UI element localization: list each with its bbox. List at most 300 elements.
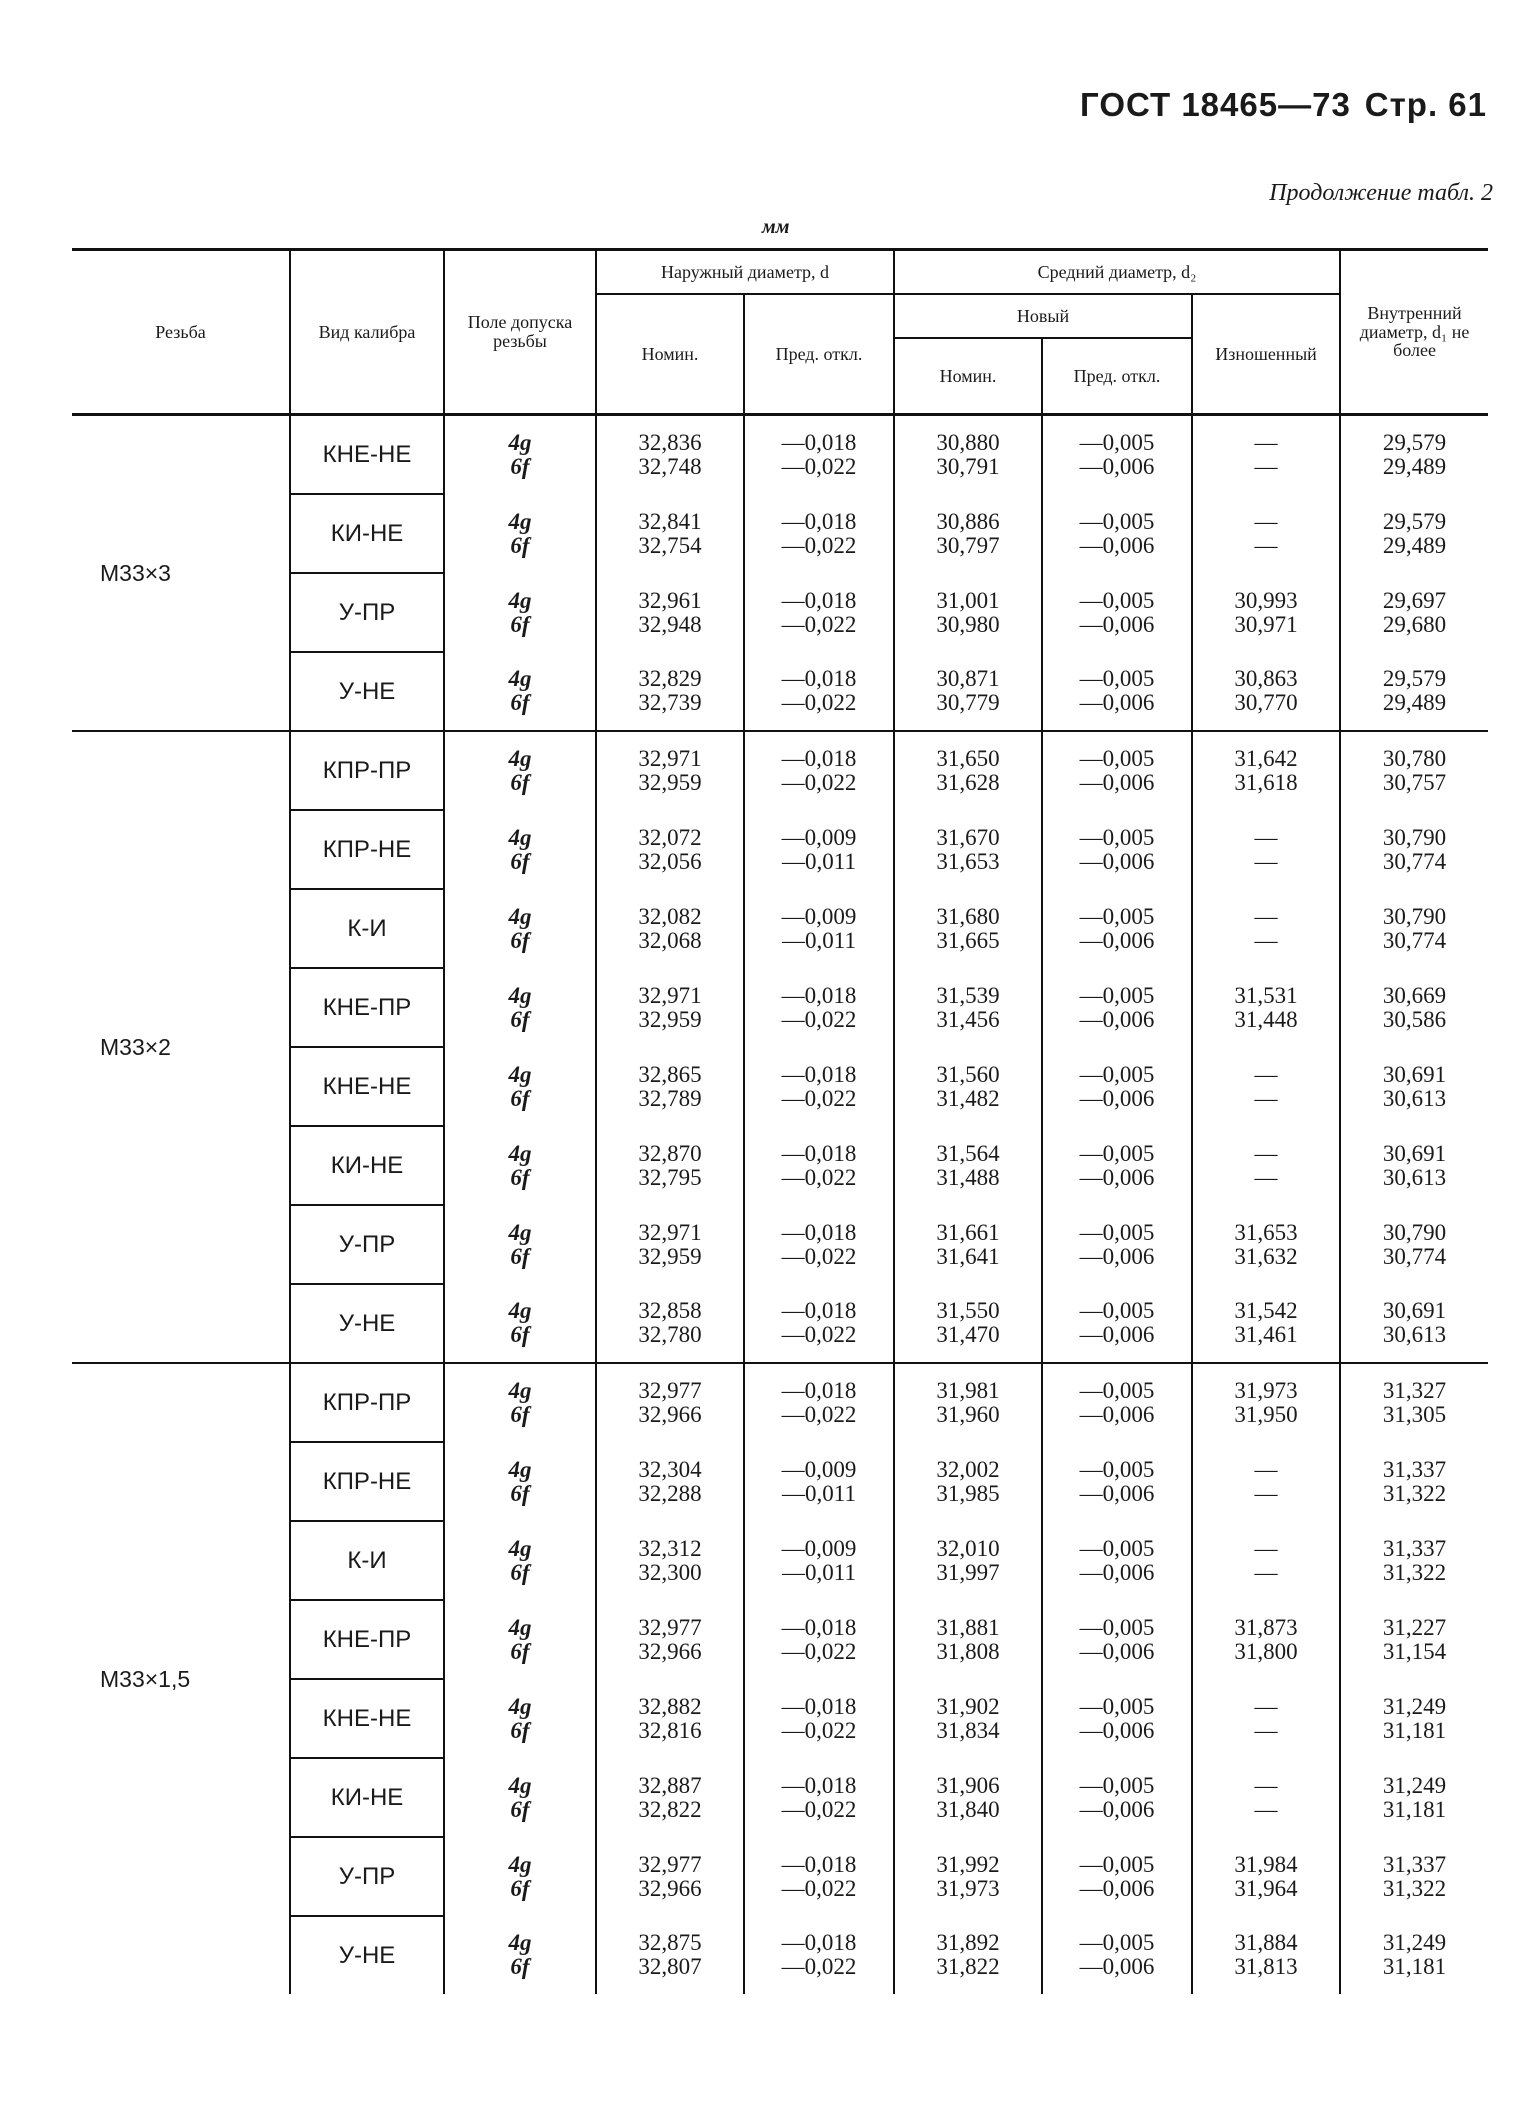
outer-nominal-value: 32,841 [638, 508, 702, 534]
mid-nominal-cell [894, 494, 1042, 573]
outer-nominal-cell [596, 1521, 744, 1600]
tolerance-value: 4g [508, 746, 532, 771]
tolerance-value: 4g [508, 1693, 532, 1719]
inner-diameter-cell [1340, 1047, 1488, 1126]
outer-nominal-value: 32,312 [638, 1535, 702, 1561]
tolerance-value: 6f [510, 1085, 530, 1111]
outer-nominal-value: 32,961 [638, 587, 702, 613]
tolerance-value: 6f [510, 1717, 530, 1743]
inner-diameter-value: 29,579 [1382, 666, 1447, 691]
inner-diameter-value: 30,790 [1382, 1219, 1447, 1245]
mid-worn-cell [1192, 1600, 1340, 1679]
mid-nominal-value: 31,902 [936, 1693, 1000, 1719]
mid-worn-value: — [1254, 1535, 1278, 1561]
mid-worn-cell [1192, 1126, 1340, 1205]
inner-diameter-value: 30,586 [1382, 1006, 1447, 1032]
tolerance-cell [444, 1837, 596, 1916]
outer-deviation-cell [744, 810, 894, 889]
inner-diameter-value: 31,305 [1382, 1402, 1447, 1427]
outer-nominal-value: 32,836 [638, 430, 702, 455]
tolerance-value: 4g [508, 1772, 532, 1798]
mid-deviation-value: —0,005 [1079, 508, 1155, 534]
mid-nominal-cell [894, 573, 1042, 652]
tolerance-cell [444, 1679, 596, 1758]
tolerance-value: 4g [508, 1061, 532, 1087]
mid-nominal-value: 31,906 [936, 1772, 1000, 1798]
mid-nominal-value: 31,981 [936, 1378, 1000, 1403]
mid-nominal-value: 31,470 [936, 1322, 1000, 1347]
table-row [72, 415, 1488, 495]
mid-deviation-value: —0,006 [1079, 1954, 1155, 1979]
outer-nominal-cell [596, 1758, 744, 1837]
mid-nominal-value: 31,665 [936, 927, 1000, 953]
mid-worn-cell [1192, 1521, 1340, 1600]
tolerance-value: 6f [510, 1243, 530, 1269]
thread-gauge-table [72, 248, 1488, 1994]
outer-nominal-value: 32,056 [638, 848, 702, 874]
mid-worn-value: 31,800 [1234, 1638, 1298, 1664]
mid-deviation-value: —0,006 [1079, 690, 1155, 715]
col-outer: Наружный диаметр, d [596, 250, 894, 295]
mid-nominal-cell [894, 1047, 1042, 1126]
mid-deviation-value: —0,006 [1079, 1875, 1155, 1901]
outer-nominal-cell [596, 968, 744, 1047]
inner-diameter-value: 30,691 [1382, 1298, 1447, 1323]
outer-deviation-value: —0,018 [781, 1061, 857, 1087]
tolerance-value: 6f [510, 611, 530, 637]
inner-diameter-value: 29,680 [1382, 611, 1447, 637]
mid-deviation-value: —0,006 [1079, 770, 1155, 795]
outer-deviation-value: —0,018 [781, 508, 857, 534]
mid-nominal-cell [894, 731, 1042, 810]
outer-deviation-value: —0,022 [781, 1638, 857, 1664]
outer-deviation-value: —0,022 [781, 1164, 857, 1190]
outer-deviation-value: —0,018 [781, 1930, 857, 1955]
outer-nominal-cell [596, 573, 744, 652]
mid-deviation-value: —0,005 [1079, 982, 1155, 1008]
outer-nominal-value: 32,816 [638, 1717, 702, 1743]
inner-diameter-value: 30,691 [1382, 1140, 1447, 1166]
mid-deviation-value: —0,005 [1079, 1614, 1155, 1640]
mid-worn-value: — [1254, 1085, 1278, 1111]
tolerance-value: 4g [508, 1219, 532, 1245]
inner-diameter-cell [1340, 1442, 1488, 1521]
outer-nominal-value: 32,288 [638, 1480, 702, 1506]
mid-deviation-value: —0,005 [1079, 903, 1155, 929]
outer-deviation-value: —0,022 [781, 770, 857, 795]
outer-deviation-cell [744, 731, 894, 810]
tolerance-value: 4g [508, 1298, 532, 1323]
outer-deviation-cell [744, 1284, 894, 1363]
gauge-type: КНЕ-НЕ [290, 1047, 444, 1126]
mid-worn-value: 31,542 [1234, 1298, 1298, 1323]
gauge-type: К-И [290, 1521, 444, 1600]
outer-deviation-value: —0,022 [781, 690, 857, 715]
outer-deviation-value: —0,018 [781, 982, 857, 1008]
mid-worn-cell [1192, 652, 1340, 731]
outer-deviation-cell [744, 1205, 894, 1284]
mid-worn-value: 31,950 [1234, 1402, 1298, 1427]
mid-worn-cell [1192, 1679, 1340, 1758]
tolerance-value: 6f [510, 770, 530, 795]
mid-worn-value: — [1254, 1140, 1278, 1166]
mid-nominal-cell [894, 968, 1042, 1047]
outer-deviation-value: —0,022 [781, 1954, 857, 1979]
outer-nominal-value: 32,748 [638, 454, 702, 479]
mid-worn-value: 31,964 [1234, 1875, 1298, 1901]
mid-nominal-value: 30,871 [936, 666, 1000, 691]
mid-nominal-value: 30,886 [936, 508, 1000, 534]
tolerance-cell [444, 652, 596, 731]
table-row [72, 731, 1488, 810]
outer-nominal-cell [596, 731, 744, 810]
tolerance-value: 4g [508, 666, 532, 691]
tolerance-value: 4g [508, 1614, 532, 1640]
outer-nominal-value: 32,977 [638, 1851, 702, 1877]
inner-diameter-value: 31,249 [1382, 1772, 1447, 1798]
mid-nominal-cell [894, 1916, 1042, 1994]
mid-deviation-value: —0,005 [1079, 1061, 1155, 1087]
mid-nominal-value: 31,653 [936, 848, 1000, 874]
inner-diameter-value: 31,227 [1382, 1614, 1447, 1640]
inner-diameter-cell [1340, 731, 1488, 810]
mid-deviation-value: —0,005 [1079, 587, 1155, 613]
mid-deviation-value: —0,005 [1079, 430, 1155, 455]
inner-diameter-value: 30,613 [1382, 1085, 1447, 1111]
outer-deviation-value: —0,011 [782, 1480, 856, 1506]
outer-nominal-value: 32,959 [638, 770, 702, 795]
mid-worn-cell [1192, 1047, 1340, 1126]
mid-nominal-value: 31,628 [936, 770, 1000, 795]
outer-nominal-value: 32,829 [638, 666, 702, 691]
outer-deviation-cell [744, 1442, 894, 1521]
mid-worn-value: — [1254, 1164, 1278, 1190]
inner-diameter-value: 29,489 [1382, 690, 1447, 715]
outer-nominal-value: 32,795 [638, 1164, 702, 1190]
gauge-type: КИ-НЕ [290, 1758, 444, 1837]
outer-deviation-value: —0,022 [781, 454, 857, 479]
inner-diameter-cell [1340, 1521, 1488, 1600]
inner-diameter-value: 29,489 [1382, 532, 1447, 558]
mid-deviation-value: —0,006 [1079, 611, 1155, 637]
outer-deviation-cell [744, 1679, 894, 1758]
mid-deviation-cell [1042, 415, 1192, 495]
tolerance-value: 6f [510, 1559, 530, 1585]
tolerance-cell [444, 1600, 596, 1679]
mid-worn-value: 30,993 [1234, 587, 1298, 613]
mid-worn-value: — [1254, 1717, 1278, 1743]
mid-deviation-cell [1042, 1758, 1192, 1837]
inner-diameter-value: 30,774 [1382, 848, 1447, 874]
mid-worn-value: — [1254, 454, 1278, 479]
outer-deviation-value: —0,009 [781, 1535, 857, 1561]
mid-nominal-cell [894, 1837, 1042, 1916]
tolerance-cell [444, 1205, 596, 1284]
mid-worn-value: 31,642 [1234, 746, 1298, 771]
table-continuation-label: Продолжение табл. 2 [1269, 180, 1493, 206]
mid-worn-cell [1192, 494, 1340, 573]
mid-deviation-value: —0,006 [1079, 1717, 1155, 1743]
mid-worn-value: — [1254, 1796, 1278, 1822]
mid-worn-value: — [1254, 508, 1278, 534]
mid-deviation-value: —0,006 [1079, 532, 1155, 558]
col-thread: Резьба [72, 250, 290, 415]
mid-nominal-value: 31,997 [936, 1559, 1000, 1585]
mid-nominal-value: 31,892 [936, 1930, 1000, 1955]
mid-nominal-value: 31,992 [936, 1851, 1000, 1877]
mid-nominal-value: 31,985 [936, 1480, 1000, 1506]
mid-worn-value: — [1254, 1693, 1278, 1719]
outer-nominal-value: 32,971 [638, 982, 702, 1008]
mid-deviation-value: —0,005 [1079, 1851, 1155, 1877]
mid-nominal-cell [894, 1521, 1042, 1600]
outer-deviation-value: —0,009 [781, 1456, 857, 1482]
gauge-type: КПР-ПР [290, 1363, 444, 1442]
unit-label: мм [762, 216, 790, 238]
outer-nominal-cell [596, 1837, 744, 1916]
outer-deviation-cell [744, 1758, 894, 1837]
outer-nominal-cell [596, 1126, 744, 1205]
col-inner: Внутренний диаметр, d₁ не более [1340, 250, 1488, 415]
mid-deviation-value: —0,005 [1079, 1535, 1155, 1561]
outer-nominal-value: 32,822 [638, 1796, 702, 1822]
tolerance-cell [444, 1758, 596, 1837]
tolerance-value: 6f [510, 1796, 530, 1822]
outer-nominal-value: 32,882 [638, 1693, 702, 1719]
mid-deviation-value: —0,005 [1079, 1693, 1155, 1719]
inner-diameter-value: 31,322 [1382, 1480, 1447, 1506]
mid-nominal-cell [894, 810, 1042, 889]
tolerance-value: 4g [508, 1456, 532, 1482]
tolerance-cell [444, 1363, 596, 1442]
mid-worn-value: — [1254, 1559, 1278, 1585]
mid-deviation-cell [1042, 810, 1192, 889]
outer-deviation-value: —0,018 [781, 430, 857, 455]
outer-nominal-value: 32,966 [638, 1402, 702, 1427]
outer-nominal-cell [596, 1363, 744, 1442]
mid-nominal-value: 30,980 [936, 611, 1000, 637]
tolerance-value: 6f [510, 1480, 530, 1506]
mid-deviation-value: —0,006 [1079, 454, 1155, 479]
mid-worn-value: 30,971 [1234, 611, 1298, 637]
outer-deviation-cell [744, 1837, 894, 1916]
mid-deviation-cell [1042, 1126, 1192, 1205]
mid-worn-cell [1192, 1363, 1340, 1442]
gauge-type: У-НЕ [290, 652, 444, 731]
tolerance-value: 6f [510, 1402, 530, 1427]
outer-deviation-value: —0,009 [781, 824, 857, 850]
mid-nominal-cell [894, 1679, 1042, 1758]
mid-nominal-value: 31,550 [936, 1298, 1000, 1323]
outer-nominal-value: 32,304 [638, 1456, 702, 1482]
mid-nominal-cell [894, 889, 1042, 968]
table-row [72, 1363, 1488, 1442]
gauge-type: К-И [290, 889, 444, 968]
col-mid: Средний диаметр, d₂ [894, 250, 1340, 295]
outer-deviation-cell [744, 573, 894, 652]
mid-deviation-cell [1042, 1205, 1192, 1284]
col-gauge: Вид калибра [290, 250, 444, 415]
mid-worn-value: 31,618 [1234, 770, 1298, 795]
outer-nominal-value: 32,959 [638, 1006, 702, 1032]
gauge-type: КНЕ-ПР [290, 968, 444, 1047]
mid-deviation-value: —0,005 [1079, 746, 1155, 771]
mid-deviation-cell [1042, 889, 1192, 968]
outer-nominal-value: 32,865 [638, 1061, 702, 1087]
outer-nominal-value: 32,072 [638, 824, 702, 850]
inner-diameter-value: 31,322 [1382, 1559, 1447, 1585]
mid-worn-value: — [1254, 1456, 1278, 1482]
mid-deviation-cell [1042, 968, 1192, 1047]
mid-deviation-value: —0,006 [1079, 1796, 1155, 1822]
gauge-type: КИ-НЕ [290, 494, 444, 573]
mid-worn-value: 30,863 [1234, 666, 1298, 691]
mid-deviation-cell [1042, 1442, 1192, 1521]
mid-nominal-cell [894, 1600, 1042, 1679]
mid-worn-value: — [1254, 903, 1278, 929]
tolerance-value: 6f [510, 1006, 530, 1032]
tolerance-value: 4g [508, 1930, 532, 1955]
inner-diameter-cell [1340, 1284, 1488, 1363]
mid-worn-value: — [1254, 927, 1278, 953]
outer-deviation-value: —0,009 [781, 903, 857, 929]
mid-nominal-value: 31,960 [936, 1402, 1000, 1427]
inner-diameter-cell [1340, 1916, 1488, 1994]
col-tolerance: Поле допуска резьбы [444, 250, 596, 415]
outer-nominal-cell [596, 652, 744, 731]
inner-diameter-cell [1340, 494, 1488, 573]
mid-deviation-cell [1042, 652, 1192, 731]
tolerance-cell [444, 889, 596, 968]
mid-deviation-cell [1042, 1600, 1192, 1679]
mid-worn-value: — [1254, 848, 1278, 874]
outer-nominal-cell [596, 1442, 744, 1521]
inner-diameter-value: 29,697 [1382, 587, 1447, 613]
mid-deviation-cell [1042, 1679, 1192, 1758]
mid-worn-cell [1192, 573, 1340, 652]
inner-diameter-cell [1340, 1363, 1488, 1442]
mid-worn-cell [1192, 415, 1340, 495]
outer-deviation-value: —0,022 [781, 1796, 857, 1822]
outer-deviation-value: —0,018 [781, 1614, 857, 1640]
mid-deviation-cell [1042, 1047, 1192, 1126]
mid-worn-value: 31,984 [1234, 1851, 1298, 1877]
outer-nominal-value: 32,948 [638, 611, 702, 637]
mid-worn-cell [1192, 1758, 1340, 1837]
outer-deviation-value: —0,018 [781, 746, 857, 771]
mid-deviation-value: —0,005 [1079, 1378, 1155, 1403]
inner-diameter-cell [1340, 1758, 1488, 1837]
inner-diameter-value: 31,322 [1382, 1875, 1447, 1901]
inner-diameter-value: 30,790 [1382, 903, 1447, 929]
inner-diameter-value: 30,669 [1382, 982, 1447, 1008]
outer-nominal-cell [596, 810, 744, 889]
mid-nominal-value: 31,661 [936, 1219, 1000, 1245]
outer-nominal-cell [596, 1679, 744, 1758]
outer-nominal-value: 32,082 [638, 903, 702, 929]
col-mid-worn: Изношенный [1192, 294, 1340, 415]
mid-nominal-value: 31,539 [936, 982, 1000, 1008]
outer-nominal-value: 32,971 [638, 1219, 702, 1245]
mid-deviation-value: —0,006 [1079, 1402, 1155, 1427]
mid-nominal-value: 31,822 [936, 1954, 1000, 1979]
mid-nominal-cell [894, 652, 1042, 731]
mid-nominal-value: 31,670 [936, 824, 1000, 850]
mid-worn-cell [1192, 968, 1340, 1047]
outer-deviation-value: —0,018 [781, 1693, 857, 1719]
outer-deviation-cell [744, 1047, 894, 1126]
mid-nominal-value: 31,973 [936, 1875, 1000, 1901]
page-number: Стр. 61 [1364, 86, 1487, 123]
tolerance-value: 6f [510, 927, 530, 953]
tolerance-value: 6f [510, 690, 530, 715]
mid-nominal-value: 32,002 [936, 1456, 1000, 1482]
tolerance-cell [444, 731, 596, 810]
tolerance-cell [444, 1284, 596, 1363]
tolerance-value: 4g [508, 430, 532, 455]
outer-nominal-value: 32,300 [638, 1559, 702, 1585]
outer-nominal-value: 32,739 [638, 690, 702, 715]
outer-deviation-value: —0,022 [781, 1717, 857, 1743]
inner-diameter-value: 30,613 [1382, 1322, 1447, 1347]
inner-diameter-value: 29,579 [1382, 430, 1447, 455]
outer-deviation-cell [744, 1126, 894, 1205]
outer-deviation-value: —0,018 [781, 1298, 857, 1323]
mid-deviation-value: —0,006 [1079, 927, 1155, 953]
outer-deviation-value: —0,018 [781, 666, 857, 691]
mid-nominal-cell [894, 1205, 1042, 1284]
mid-deviation-cell [1042, 731, 1192, 810]
outer-deviation-value: —0,018 [781, 1219, 857, 1245]
tolerance-cell [444, 573, 596, 652]
mid-nominal-value: 30,880 [936, 430, 1000, 455]
inner-diameter-cell [1340, 1679, 1488, 1758]
inner-diameter-cell [1340, 652, 1488, 731]
tolerance-value: 6f [510, 1954, 530, 1979]
mid-worn-value: 31,632 [1234, 1243, 1298, 1269]
gauge-type: У-НЕ [290, 1284, 444, 1363]
mid-nominal-value: 31,808 [936, 1638, 1000, 1664]
outer-deviation-value: —0,011 [782, 927, 856, 953]
inner-diameter-value: 30,774 [1382, 927, 1447, 953]
outer-nominal-value: 32,807 [638, 1954, 702, 1979]
outer-deviation-cell [744, 1600, 894, 1679]
outer-deviation-value: —0,011 [782, 1559, 856, 1585]
outer-deviation-cell [744, 1521, 894, 1600]
inner-diameter-value: 31,249 [1382, 1693, 1447, 1719]
thread-designation: M33×3 [72, 415, 290, 732]
tolerance-value: 4g [508, 587, 532, 613]
gauge-type: КПР-ПР [290, 731, 444, 810]
outer-nominal-value: 32,858 [638, 1298, 702, 1323]
mid-deviation-value: —0,006 [1079, 1085, 1155, 1111]
outer-deviation-cell [744, 1363, 894, 1442]
mid-worn-value: 31,531 [1234, 982, 1298, 1008]
mid-worn-value: 31,873 [1234, 1614, 1298, 1640]
page-header [1066, 86, 1487, 124]
mid-nominal-cell [894, 1758, 1042, 1837]
mid-deviation-value: —0,005 [1079, 1456, 1155, 1482]
outer-deviation-value: —0,022 [781, 1402, 857, 1427]
mid-nominal-value: 31,482 [936, 1085, 1000, 1111]
thread-designation: M33×2 [72, 731, 290, 1363]
mid-worn-value: — [1254, 824, 1278, 850]
outer-deviation-value: —0,018 [781, 1851, 857, 1877]
tolerance-value: 4g [508, 1535, 532, 1561]
inner-diameter-cell [1340, 1600, 1488, 1679]
outer-deviation-value: —0,022 [781, 532, 857, 558]
mid-nominal-value: 30,791 [936, 454, 1000, 479]
